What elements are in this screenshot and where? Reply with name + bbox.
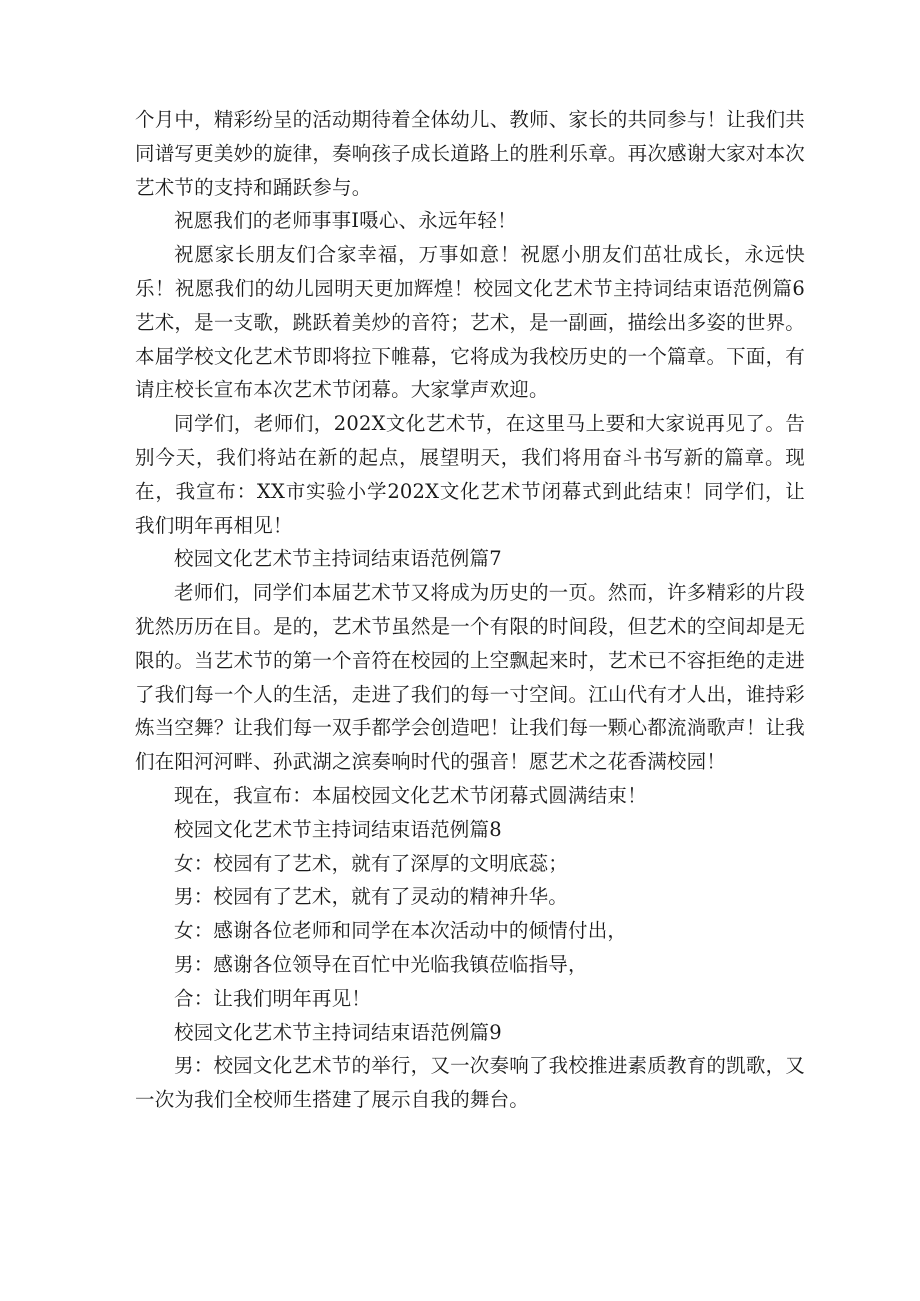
paragraph-wish-parents: 祝愿家长朋友们合家幸福，万事如意！祝愿小朋友们茁壮成长，永远快乐！祝愿我们的幼儿园明天更加辉煌！校园文化艺术节主持词结束语范例篇6艺术，是一支歌，跳跃着美炒的音符；艺术，是一副画，描绘出多姿的世界。本届学校文化艺术节即将拉下帷幕，它将成为我校历史的一个篇章。下面，有请庄校长宣布本次艺术节闭幕。大家掌声欢迎。 [135, 243, 805, 402]
dialogue-line: 男：校园有了艺术，就有了灵动的精神升华。 [174, 885, 569, 909]
section-heading-7: 校园文化艺术节主持词结束语范例篇7 [174, 547, 502, 571]
paragraph-section-7: 老师们，同学们本届艺术节又将成为历史的一页。然而，许多精彩的片段犹然历历在目。是的，艺术节虽然是一个有限的时间段，但艺术的空间却是无限的。当艺术节的第一个音符在校园的上空飘起来时，艺术已不容拒绝的走进了我们每一个人的生活，走进了我们的每一寸空间。江山代有才人出，谁持彩炼当空舞？让我们每一双手都学会创造吧！让我们每一颗心都流淌歌声！让我们在阳河河畔、孙武湖之滨奏响时代的强音！愿艺术之花香满校园！ [135, 581, 805, 774]
dialogue-line: 女：感谢各位老师和同学在本次活动中的倾情付出， [174, 919, 628, 943]
dialogue-line: 女：校园有了艺术，就有了深厚的文明底蕊； [174, 851, 569, 875]
paragraph-continuation: 个月中，精彩纷呈的活动期待着全体幼儿、教师、家长的共同参与！让我们共同谱写更美妙的旋律，奏响孩子成长道路上的胜利乐章。再次感谢大家对本次艺术节的支持和踊跃参与。 [135, 108, 805, 199]
paragraph-wish-teachers: 祝愿我们的老师事事I嗫心、永远年轻！ [174, 209, 517, 233]
dialogue-line: 男：感谢各位领导在百忙中光临我镇莅临指导， [174, 952, 588, 976]
paragraph-closing-announcement: 同学们，老师们，202X文化艺术节，在这里马上要和大家说再见了。告别今天，我们将站在新的起点，展望明天，我们将用奋斗书写新的篇章。现在，我宣布：XX市实验小学202X文化艺术节闭幕式到此结束！同学们，让我们明年再相见！ [135, 412, 805, 537]
paragraph-section-9: 男：校园文化艺术节的举行，又一次奏响了我校推进素质教育的凯歌，又一次为我们全校师生搭建了展示自我的舞台。 [135, 1054, 805, 1112]
section-heading-8: 校园文化艺术节主持词结束语范例篇8 [174, 817, 502, 841]
document-body [135, 103, 805, 1117]
dialogue-line: 合：让我们明年再见！ [174, 986, 372, 1010]
paragraph-declaration: 现在，我宣布：本届校园文化艺术节闭幕式圆满结束！ [174, 783, 647, 807]
section-heading-9: 校园文化艺术节主持词结束语范例篇9 [174, 1020, 502, 1044]
